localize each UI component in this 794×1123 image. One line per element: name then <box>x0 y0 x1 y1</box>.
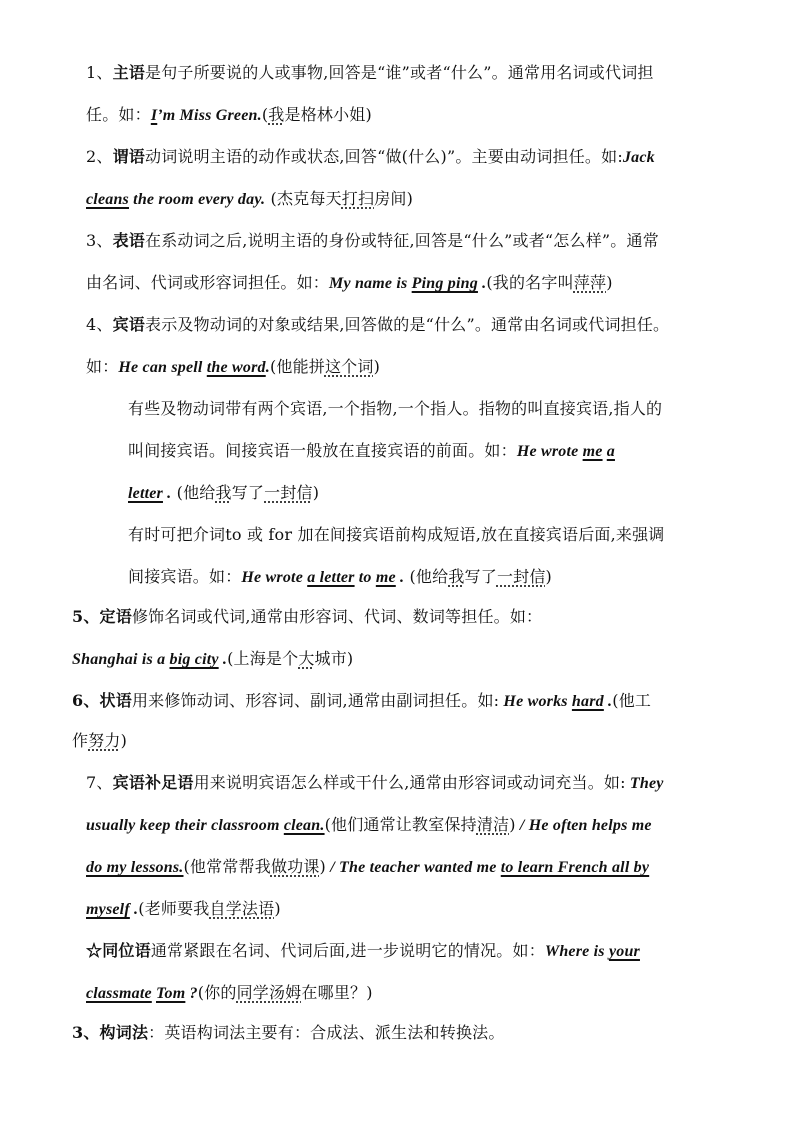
definition-text: 表示及物动词的对象或结果,回答做的是“什么”。通常由名词或代词担任。 <box>145 315 670 334</box>
term-word-formation: 构词法 <box>99 1023 149 1042</box>
example-english: He works <box>499 693 572 710</box>
translation-highlight: 一封信 <box>264 483 313 502</box>
example-english: I <box>150 107 158 124</box>
example-english: your <box>608 943 640 960</box>
translation: 写了 <box>464 567 497 586</box>
example-english: He wrote <box>241 569 308 586</box>
example-english: He wrote <box>516 443 583 460</box>
adverbial-line-1 <box>72 690 651 713</box>
example-english: . <box>603 693 613 710</box>
translation-highlight: 这个词 <box>324 357 374 376</box>
definition-text: ：英语构词法主要有：合成法、派生法和转换法。 <box>148 1023 505 1042</box>
item-number: 2、 <box>86 147 113 166</box>
term-appositive: 同位语 <box>102 941 151 960</box>
example-english: They <box>625 775 664 792</box>
example-english: to <box>354 569 376 586</box>
word-formation-line <box>72 1022 505 1044</box>
attribute-line-2 <box>72 648 353 671</box>
translation: (他常常帮我 <box>183 857 271 876</box>
translation: ) <box>606 273 613 292</box>
note-text: 有时可把介词to 或 for 加在间接宾语前构成短语,放在直接宾语后面,来强调 <box>128 525 665 544</box>
definition-text: 修饰名词或代词,通常由形容词、代词、数词等担任。如： <box>131 607 543 626</box>
translation: ) <box>120 731 128 750</box>
example-english: . <box>129 901 139 918</box>
attribute-line-1 <box>72 606 542 628</box>
term-adverbial: 状语 <box>99 691 132 710</box>
example-intro: 间接宾语。如： <box>128 567 242 586</box>
complement-line-1 <box>86 772 664 795</box>
translation-highlight: 我 <box>448 567 465 586</box>
example-english: Jack <box>622 149 655 166</box>
object-note-line-5 <box>128 566 552 589</box>
star-icon: ☆ <box>86 941 103 960</box>
example-english: / He often helps me <box>515 817 652 834</box>
term-subject: 主语 <box>112 63 145 82</box>
translation: (上海是个 <box>227 649 299 668</box>
example-english: me <box>582 443 603 460</box>
definition-text: 用来说明宾语怎么样或干什么,通常由形容词或动词充当。如: <box>193 773 626 792</box>
appositive-line-2 <box>86 982 373 1005</box>
example-english: a letter <box>307 569 355 586</box>
item-number: 7、 <box>86 773 113 792</box>
translation-highlight: 同学汤姆 <box>236 983 302 1002</box>
predicative-line-1 <box>86 230 659 252</box>
example-english: / The teacher wanted me <box>326 859 501 876</box>
translation: ) <box>373 357 381 376</box>
example-english: big <box>169 651 191 668</box>
translation-highlight: 我 <box>268 105 285 124</box>
term-attribute: 定语 <box>99 607 132 626</box>
translation: 写了 <box>231 483 265 502</box>
example-intro: 任。如： <box>86 105 151 124</box>
translation: ) <box>545 567 552 586</box>
example-english: . <box>162 485 172 502</box>
item-number: 3、 <box>72 1023 100 1042</box>
translation: 是格林小姐) <box>284 105 372 124</box>
example-english: usually keep their classroom <box>86 817 284 834</box>
translation: (他给 <box>404 567 449 586</box>
example-english: the room every day. <box>128 191 266 208</box>
item-number: 3、 <box>86 231 113 250</box>
example-english: the word <box>206 359 266 376</box>
translation-highlight: 做功课 <box>270 857 320 876</box>
note-text: 有些及物动词带有两个宾语,一个指物,一个指人。指物的叫直接宾语,指人的 <box>128 399 663 418</box>
example-english: Where is <box>544 943 609 960</box>
definition-text: 通常紧跟在名词、代词后面,进一步说明它的情况。如： <box>150 941 545 960</box>
example-intro: 如： <box>86 357 119 376</box>
term-predicate: 谓语 <box>112 147 145 166</box>
object-note-line-4 <box>128 524 665 546</box>
example-english: a <box>606 443 615 460</box>
object-note-line-3 <box>128 482 319 505</box>
appositive-line-1 <box>86 940 640 963</box>
translation: (他给 <box>171 483 216 502</box>
item-number: 5、 <box>72 607 100 626</box>
translation: (我的名字叫 <box>486 273 574 292</box>
translation: ) <box>319 857 326 876</box>
complement-line-4 <box>86 898 281 921</box>
example-english: to learn French all by <box>500 859 650 876</box>
subject-line-1 <box>86 62 654 84</box>
translation: ( <box>261 105 269 124</box>
example-english: . <box>395 569 405 586</box>
item-number: 1、 <box>86 63 113 82</box>
note-text: 叫间接宾语。间接宾语一般放在直接宾语的前面。如： <box>128 441 517 460</box>
term-object: 宾语 <box>112 315 145 334</box>
definition-text: 用来修饰动词、形容词、副词,通常由副词担任。如: <box>131 691 500 710</box>
example-english: hard <box>571 693 604 710</box>
example-english: classmate <box>86 985 152 1002</box>
item-number: 6、 <box>72 691 100 710</box>
example-english: myself <box>86 901 130 918</box>
example-english: My name is <box>329 275 412 292</box>
example-english: ? <box>185 985 198 1002</box>
example-intro: 由名词、代词或形容词担任。如： <box>86 273 330 292</box>
translation: (你的 <box>197 983 237 1002</box>
translation-highlight: 清洁 <box>476 815 510 834</box>
example-english: cleans <box>86 191 129 208</box>
predicative-line-2 <box>86 272 613 295</box>
example-english: Ping ping <box>411 275 478 292</box>
example-english: . <box>265 359 270 376</box>
translation: 在哪里？) <box>301 983 373 1002</box>
complement-line-3 <box>86 856 649 879</box>
term-predicative: 表语 <box>112 231 145 250</box>
complement-line-2 <box>86 814 652 837</box>
example-english: ’m Miss Green. <box>157 107 262 124</box>
object-note-line-2 <box>128 440 615 463</box>
translation: ) <box>509 815 516 834</box>
example-english: clean. <box>283 817 325 834</box>
translation-highlight: 打扫 <box>341 189 375 208</box>
translation-highlight: 大 <box>298 649 315 668</box>
translation-highlight: 努力 <box>88 731 121 750</box>
translation: (杰克每天 <box>265 189 342 208</box>
translation-highlight: 一封信 <box>496 567 546 586</box>
definition-text: 动词说明主语的动作或状态,回答“做(什么)”。主要由动词担任。如: <box>145 147 623 166</box>
translation-highlight: 我 <box>215 483 232 502</box>
object-note-line-1 <box>128 398 662 420</box>
example-english: He can spell <box>118 359 207 376</box>
example-english: . <box>218 651 228 668</box>
term-object-complement: 宾语补足语 <box>112 773 194 792</box>
translation: (他能拼 <box>269 357 325 376</box>
translation: ) <box>312 483 320 502</box>
example-english: do my lessons. <box>86 859 184 876</box>
adverbial-line-2 <box>72 730 127 752</box>
definition-text: 在系动词之后,说明主语的身份或特征,回答是“什么”或者“怎么样”。通常 <box>145 231 659 250</box>
translation: 城市) <box>314 649 354 668</box>
translation: 作 <box>72 731 89 750</box>
example-english: Shanghai is a <box>72 651 170 668</box>
object-line-1 <box>86 314 669 336</box>
translation: 房间) <box>374 189 414 208</box>
translation: (他工 <box>612 691 652 710</box>
translation-highlight: 萍萍 <box>573 273 607 292</box>
definition-text: 是句子所要说的人或事物,回答是“谁”或者“什么”。通常用名词或代词担 <box>145 63 654 82</box>
item-number: 4、 <box>86 315 113 334</box>
example-english: . <box>477 275 487 292</box>
translation: (他们通常让教室保持 <box>324 815 477 834</box>
example-english: Tom <box>156 985 186 1002</box>
translation: ) <box>274 899 281 918</box>
example-english: city <box>190 651 219 668</box>
example-english: me <box>375 569 396 586</box>
predicate-line-1 <box>86 146 655 169</box>
translation-highlight: 自学法语 <box>209 899 275 918</box>
object-line-2 <box>86 356 380 379</box>
predicate-line-2 <box>86 188 413 211</box>
subject-line-2 <box>86 104 372 127</box>
translation: (老师要我 <box>138 899 210 918</box>
example-english: letter <box>128 485 163 502</box>
